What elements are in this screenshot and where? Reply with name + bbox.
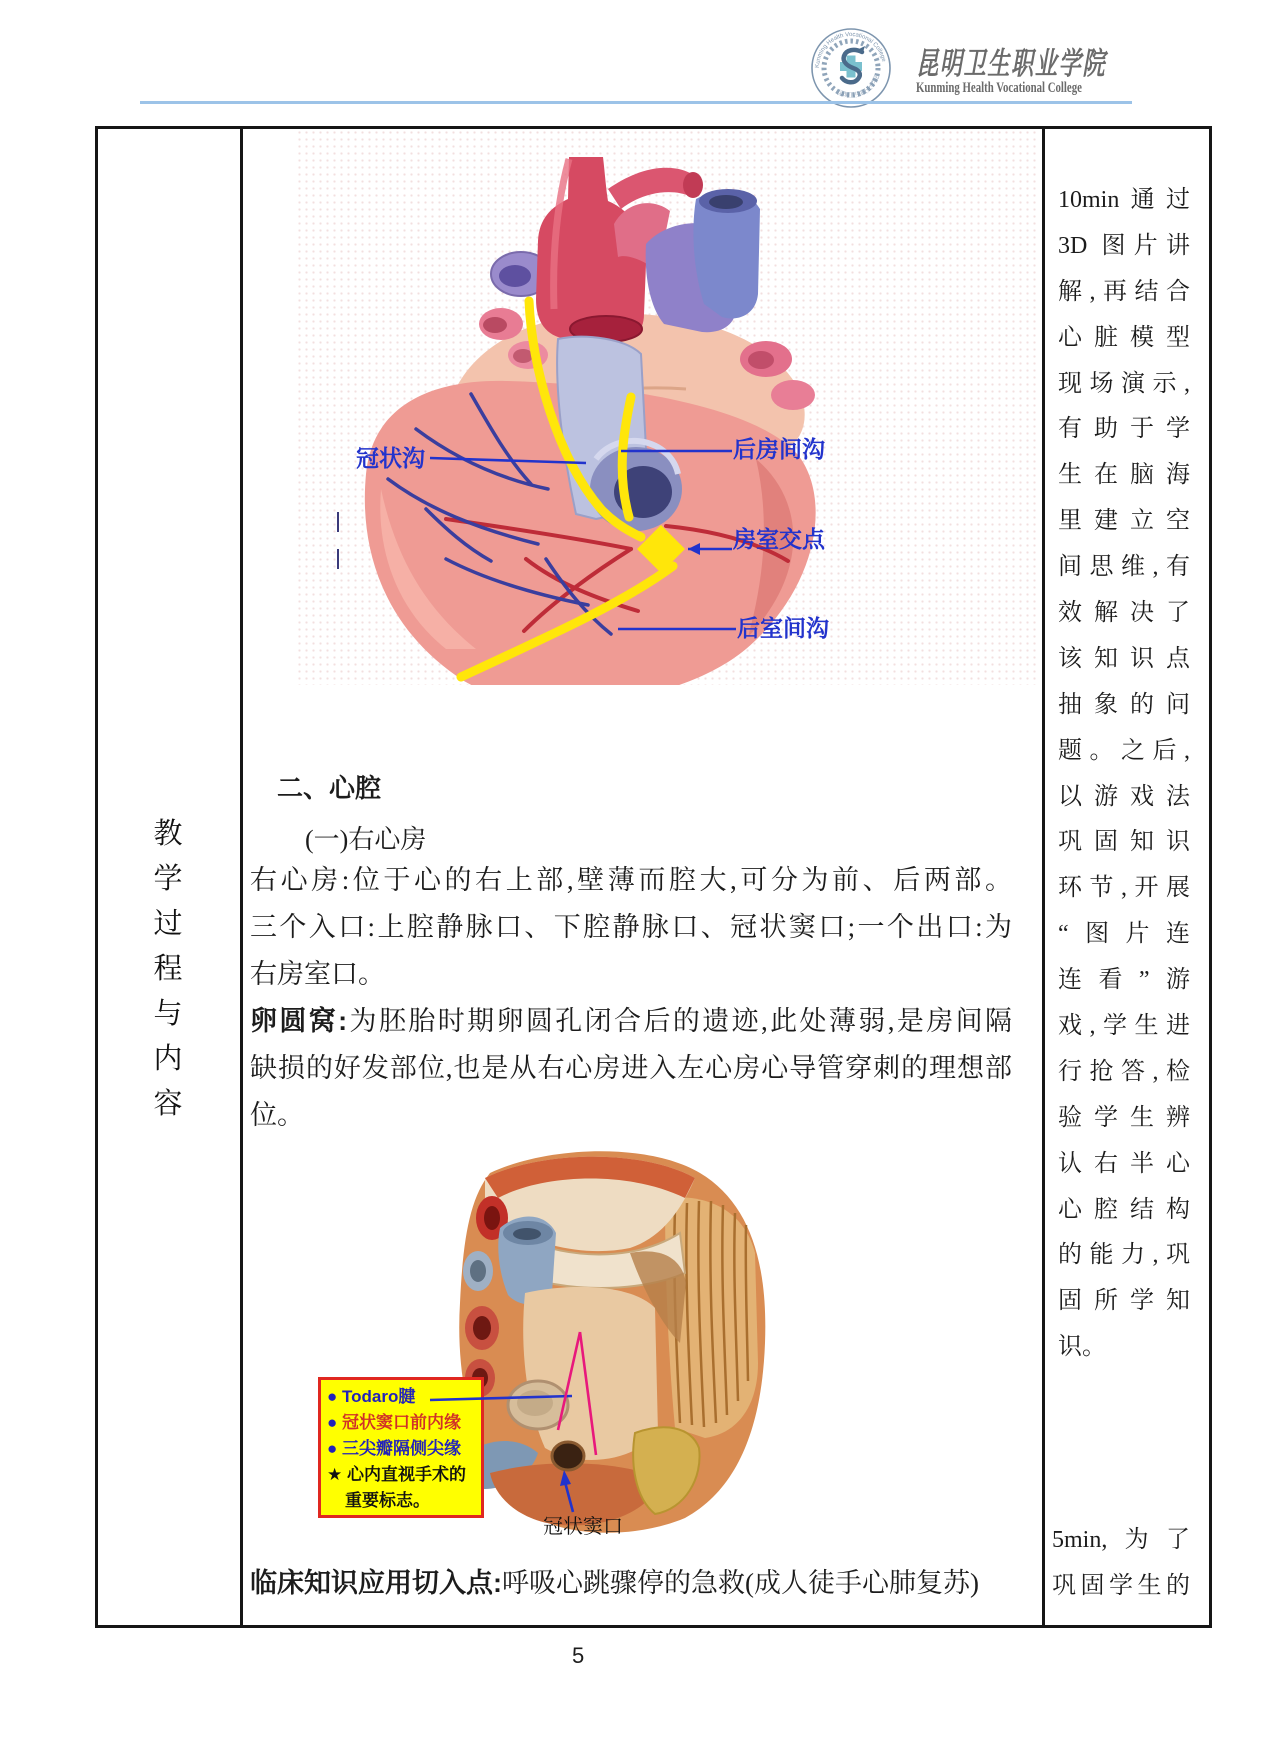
body-paragraph — [250, 857, 1012, 1139]
table-divider-1 — [240, 126, 243, 1628]
body-line: 卵圆窝:为胚胎时期卵圆孔闭合后的遗迹,此处薄弱,是房间隔 — [250, 1006, 1013, 1036]
note-line: 抽象的问 — [1058, 691, 1190, 718]
header-divider — [140, 101, 1132, 104]
body-line: 缺损的好发部位,也是从右心房进入左心房心导管穿刺的理想部 — [250, 1053, 1012, 1083]
teacher-notes-block-1 — [1058, 178, 1190, 1371]
body-line: 三个入口:上腔静脉口、下腔静脉口、冠状窦口;一个出口:为 — [250, 912, 1012, 942]
teacher-notes-block-2 — [1052, 1518, 1190, 1610]
note-line: 现场演示, — [1058, 370, 1190, 397]
note-line: 10min通过 — [1058, 187, 1190, 213]
college-logo-icon — [810, 26, 892, 110]
table-border-right — [1209, 126, 1212, 1628]
legend-line: ★ 心内直视手术的 — [327, 1465, 466, 1484]
note-line: 验学生辨 — [1058, 1104, 1190, 1131]
label-posterior-interventricular-sulcus: 后室间沟 — [737, 615, 829, 641]
label-posterior-interatrial-sulcus: 后房间沟 — [733, 436, 825, 462]
note-line: 解,再结合 — [1058, 278, 1190, 305]
svg-text:Kunming Health Vocational Coll: Kunming Health Vocational College — [814, 31, 887, 69]
stray-mark — [337, 512, 339, 532]
note-line: 巩固知识 — [1058, 829, 1190, 856]
heart-posterior-illustration — [296, 129, 1040, 685]
note-line: 固所学知 — [1058, 1288, 1190, 1315]
college-name-cn: 昆明卫生职业学院 — [916, 46, 1107, 81]
note-line: 认右半心 — [1058, 1150, 1190, 1177]
svg-text:昆明卫生职业学院: 昆明卫生职业学院 — [835, 74, 881, 100]
note-line: 以游戏法 — [1058, 783, 1190, 810]
stray-mark — [337, 549, 339, 569]
note-line: 戏,学生进 — [1058, 1013, 1190, 1040]
note-line: 间思维,有 — [1058, 554, 1190, 581]
label-coronary-sinus-opening: 冠状窦口 — [543, 1516, 623, 1538]
note-line: 行抢答,检 — [1058, 1058, 1190, 1085]
note-line: 该知识点 — [1058, 645, 1190, 672]
legend-line: ● 三尖瓣隔侧尖缘 — [327, 1439, 462, 1458]
note-line: 里建立空 — [1058, 508, 1190, 535]
table-divider-2 — [1042, 126, 1045, 1628]
label-crux: 房室交点 — [733, 526, 825, 552]
note-line: 识。 — [1058, 1334, 1106, 1361]
label-coronary-sulcus: 冠状沟 — [356, 445, 425, 471]
body-line: 位。 — [250, 1100, 304, 1130]
note-line: 5min,为了 — [1052, 1527, 1190, 1553]
note-line: 生在脑海 — [1058, 462, 1190, 489]
note-line: 环节,开展 — [1058, 875, 1190, 902]
clinical-application-line: 临床知识应用切入点:呼吸心跳骤停的急救(成人徒手心肺复苏) — [250, 1568, 979, 1598]
note-line: 有助于学 — [1058, 416, 1190, 443]
subsection-heading: (一)右心房 — [305, 825, 427, 854]
row-header-teaching-process: 教 学 过 程 与 内 容 — [153, 818, 183, 1120]
page-number: 5 — [572, 1643, 585, 1668]
note-line: 心腔结构 — [1058, 1196, 1190, 1223]
legend-line: ● Todaro腱 — [327, 1387, 416, 1406]
college-name-en: Kunming Health Vocational College — [916, 80, 1082, 96]
note-line: 题。之后, — [1058, 737, 1190, 764]
note-line: 效解决了 — [1058, 600, 1190, 627]
note-line: 巩固学生的 — [1052, 1572, 1190, 1599]
note-line: 心脏模型 — [1058, 324, 1190, 351]
note-line: “图片连 — [1058, 921, 1190, 948]
body-line: 右心房:位于心的右上部,壁薄而腔大,可分为前、后两部。 — [250, 865, 1012, 895]
section-heading: 二、心腔 — [277, 773, 382, 803]
body-line: 右房室口。 — [250, 959, 385, 989]
figure-heart-posterior — [296, 129, 1040, 685]
note-line: 3D 图片讲 — [1058, 232, 1190, 259]
legend-line: ● 冠状窦口前内缘 — [327, 1413, 462, 1432]
legend-line: 重要标志。 — [345, 1491, 430, 1510]
note-line: 的能力,巩 — [1058, 1242, 1190, 1269]
note-line: 连看”游 — [1058, 967, 1190, 994]
